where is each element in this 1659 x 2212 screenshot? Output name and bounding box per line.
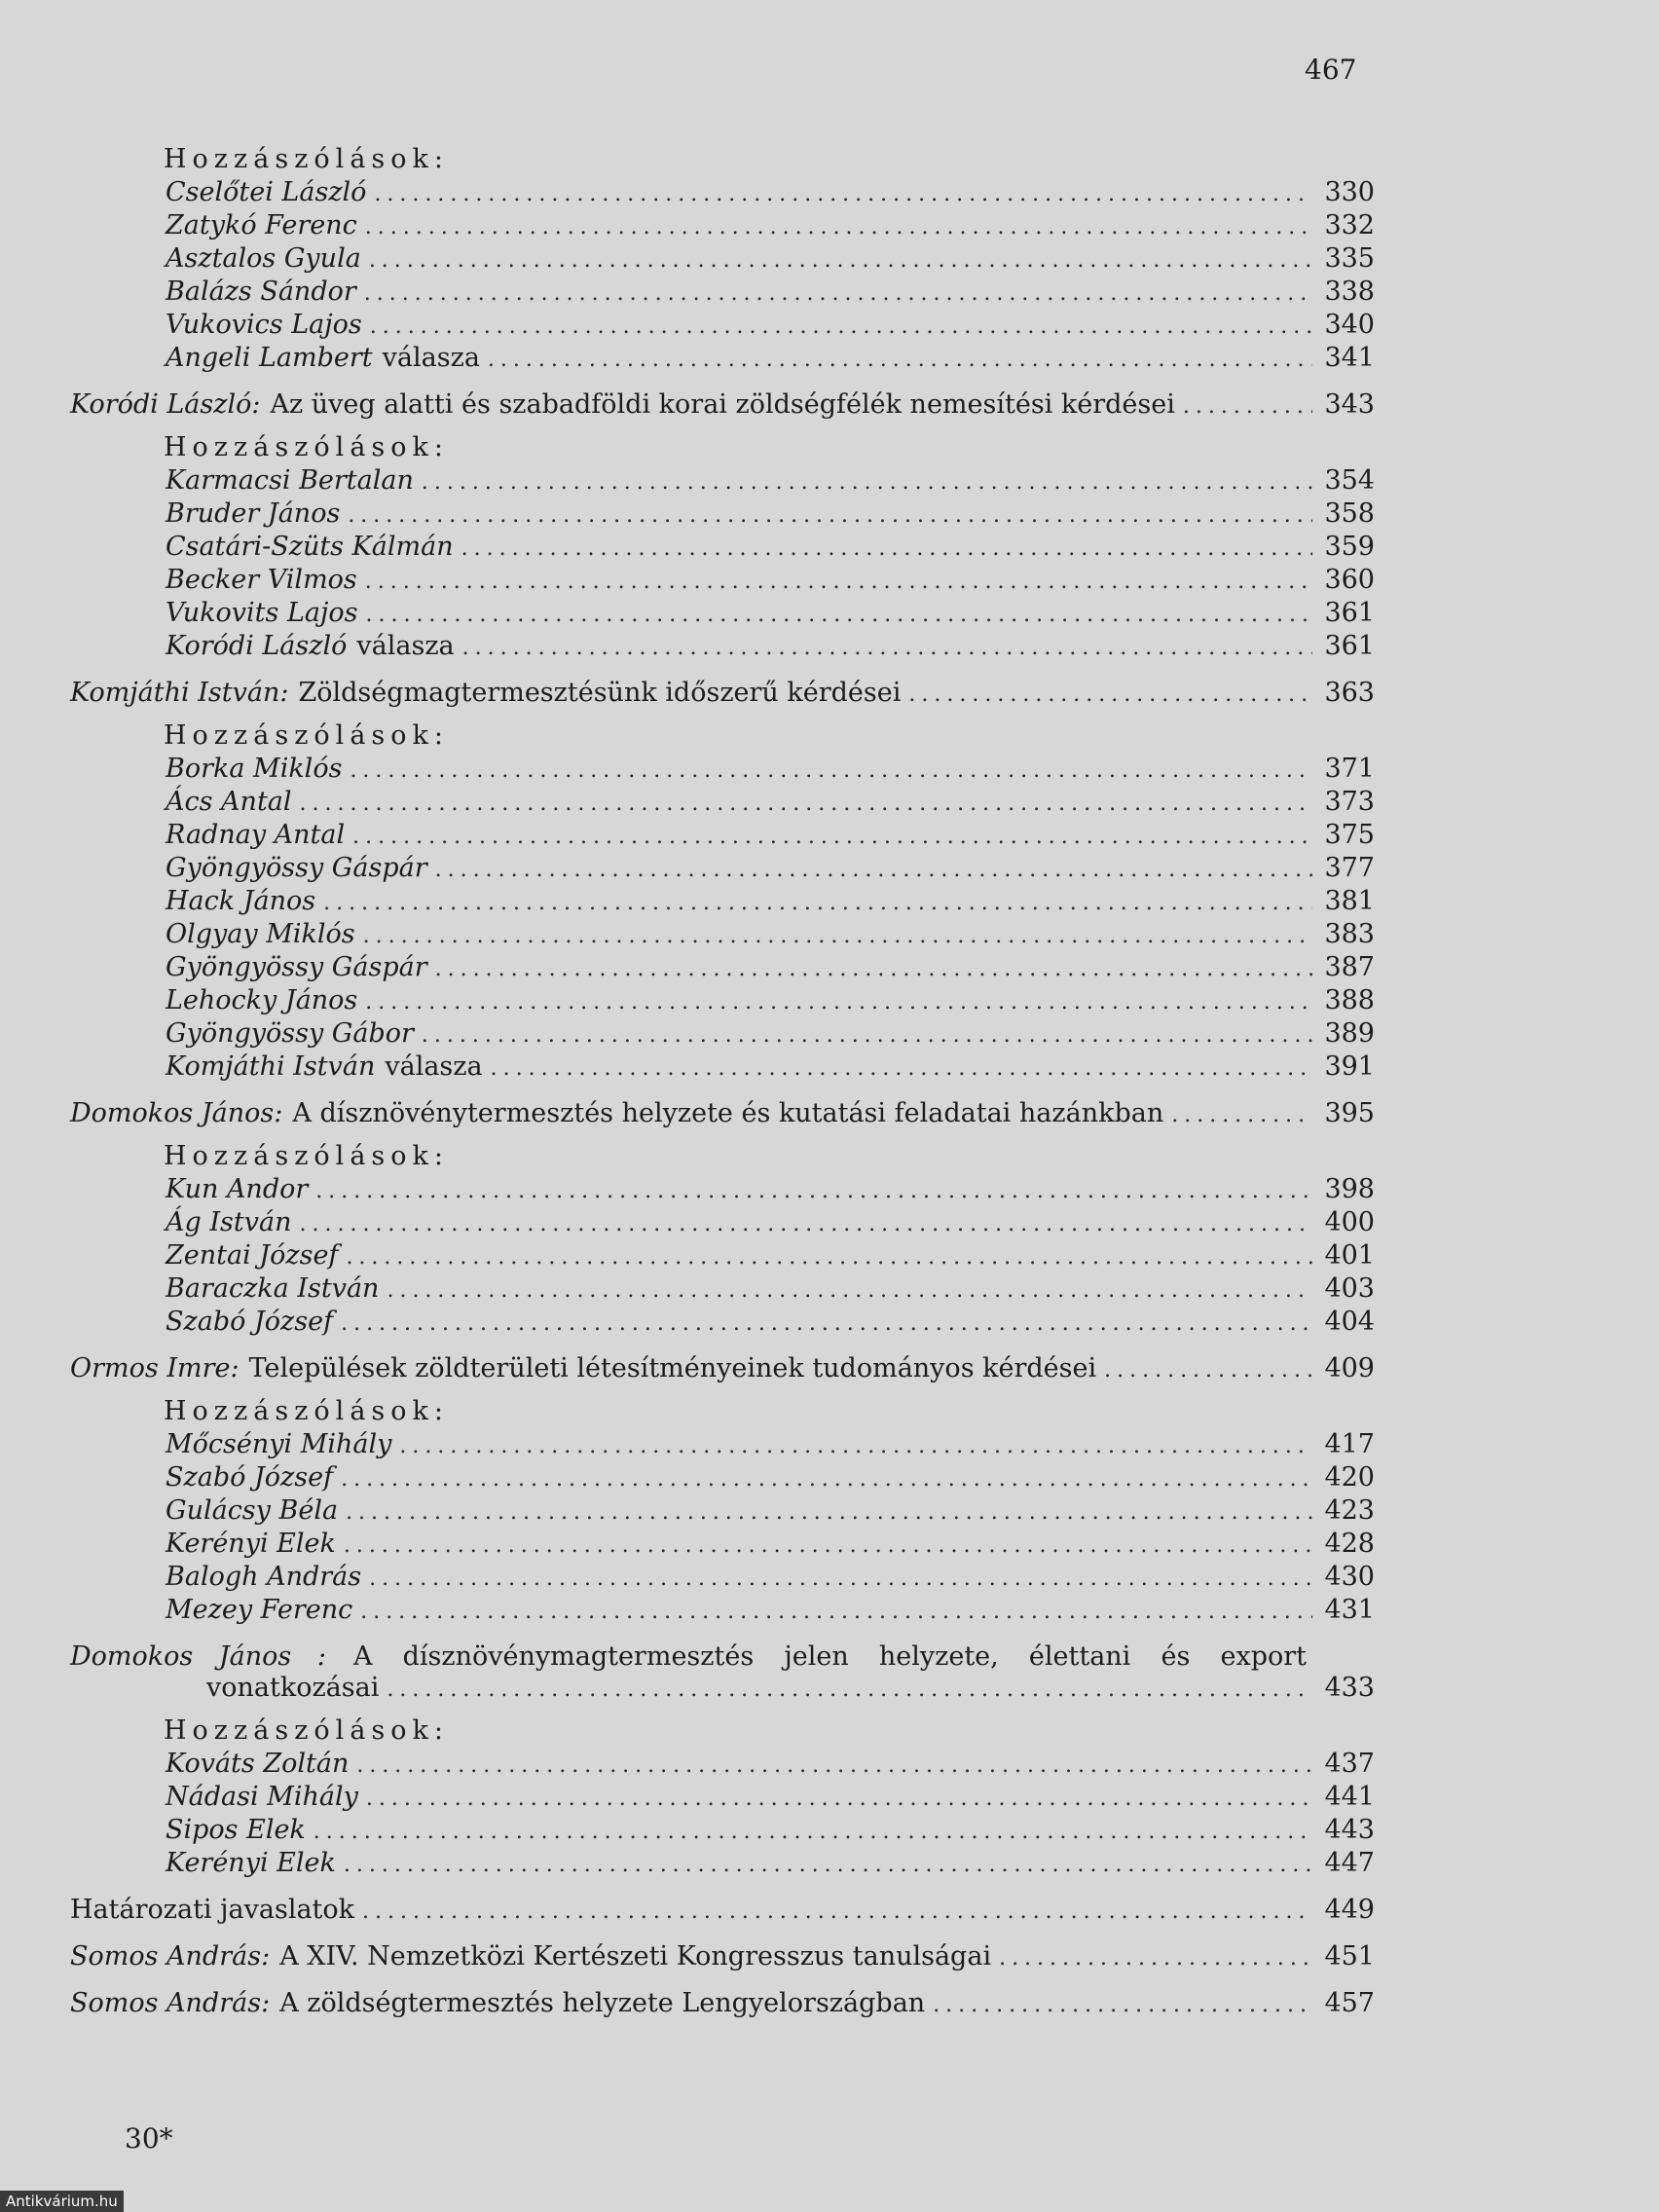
dot-leader bbox=[341, 1464, 1312, 1495]
entry-title: válasza bbox=[385, 1051, 483, 1082]
comment-entry bbox=[70, 243, 1375, 276]
comment-entry bbox=[70, 1174, 1375, 1207]
comment-entry bbox=[70, 985, 1375, 1018]
comment-entry bbox=[70, 1529, 1375, 1562]
entry-page: 377 bbox=[1324, 853, 1375, 883]
dot-leader bbox=[369, 245, 1312, 276]
comment-entry bbox=[70, 787, 1375, 820]
entry-title: A dísznövénytermesztés helyzete és kutatási feladatai hazánkban bbox=[292, 1098, 1164, 1128]
comment-entry bbox=[70, 853, 1375, 886]
entry-author: Becker Vilmos bbox=[166, 565, 357, 595]
entry-author: Ács Antal bbox=[166, 787, 292, 817]
entry-page: 457 bbox=[1324, 1988, 1375, 2018]
dot-leader bbox=[365, 987, 1312, 1018]
entry-page: 354 bbox=[1324, 465, 1375, 496]
page-number: 467 bbox=[1305, 54, 1357, 86]
dot-leader bbox=[908, 680, 1312, 711]
entry-author: Lehocky János bbox=[166, 985, 358, 1015]
dot-leader bbox=[374, 179, 1312, 210]
dot-leader bbox=[999, 1943, 1312, 1974]
entry-page: 373 bbox=[1324, 787, 1375, 817]
entry-line-2 bbox=[70, 1673, 1375, 1706]
dot-leader bbox=[364, 278, 1312, 310]
entry-author: Koródi László bbox=[70, 389, 252, 420]
dot-leader bbox=[1171, 1100, 1312, 1131]
entry-author: Somos András bbox=[70, 1988, 262, 2018]
entry-author: Baraczka István bbox=[166, 1273, 380, 1304]
entry-author: Sipos Elek bbox=[166, 1815, 306, 1845]
entry-page: 338 bbox=[1324, 276, 1375, 307]
entry-author: Domokos János : bbox=[70, 1641, 326, 1672]
entry-page: 423 bbox=[1324, 1495, 1375, 1526]
section-heading: Hozzászólások: bbox=[164, 1396, 449, 1426]
comment-entry bbox=[70, 1307, 1375, 1340]
entry-page: 341 bbox=[1324, 343, 1375, 373]
entry-page: 431 bbox=[1324, 1595, 1375, 1625]
entry-page: 449 bbox=[1324, 1895, 1375, 1925]
section-heading: Hozzászólások: bbox=[164, 1141, 449, 1171]
entry-author: Borka Miklós bbox=[166, 754, 343, 784]
comment-entry bbox=[70, 952, 1375, 985]
comment-entry bbox=[70, 565, 1375, 598]
dot-leader bbox=[488, 345, 1312, 376]
entry-author: Ormos Imre bbox=[70, 1353, 231, 1383]
dot-leader bbox=[350, 756, 1312, 787]
dot-leader bbox=[356, 1751, 1312, 1782]
table-of-contents bbox=[70, 134, 1375, 2025]
entry-title: A dísznövénymagtermesztés jelen helyzete, élettani és export bbox=[352, 1641, 1307, 1672]
main-entry bbox=[70, 678, 1375, 711]
dot-leader bbox=[365, 567, 1312, 598]
comment-entry bbox=[70, 1595, 1375, 1628]
dot-leader bbox=[363, 921, 1312, 952]
comment-entry bbox=[70, 1562, 1375, 1595]
entry-page: 417 bbox=[1324, 1429, 1375, 1459]
comment-entry bbox=[70, 631, 1375, 664]
entry-author: Zentai József bbox=[166, 1240, 339, 1271]
entry-author: Cselőtei László bbox=[166, 177, 367, 207]
comment-entry bbox=[70, 1782, 1375, 1815]
comment-entry bbox=[70, 1273, 1375, 1307]
entry-page: 451 bbox=[1324, 1941, 1375, 1972]
entry-separator: : bbox=[251, 389, 261, 420]
dot-leader bbox=[422, 467, 1312, 498]
entry-page: 383 bbox=[1324, 919, 1375, 949]
entry-page: 381 bbox=[1324, 886, 1375, 916]
entry-title: Határozati javaslatok bbox=[70, 1895, 355, 1925]
entry-author: Angeli Lambert bbox=[166, 343, 373, 373]
entry-title: Zöldségmagtermesztésünk időszerű kérdései bbox=[298, 678, 902, 708]
entry-author: Mezey Ferenc bbox=[166, 1595, 353, 1625]
entry-author: Balogh András bbox=[166, 1562, 362, 1592]
comment-entry bbox=[70, 1749, 1375, 1782]
dot-leader bbox=[299, 1209, 1312, 1240]
comment-entry bbox=[70, 532, 1375, 565]
entry-author: Gulácsy Béla bbox=[166, 1495, 339, 1526]
entry-author: Kováts Zoltán bbox=[166, 1749, 350, 1779]
signature-mark: 30* bbox=[125, 2122, 173, 2155]
entry-page: 443 bbox=[1324, 1815, 1375, 1845]
dot-leader bbox=[1183, 391, 1312, 423]
entry-author: Olgyay Miklós bbox=[166, 919, 355, 949]
main-entry bbox=[70, 1895, 1375, 1928]
dot-leader bbox=[344, 1530, 1312, 1562]
entry-page: 388 bbox=[1324, 985, 1375, 1015]
entry-separator: : bbox=[261, 1941, 271, 1972]
comment-entry bbox=[70, 210, 1375, 243]
entry-author: Komjáthi István bbox=[70, 678, 280, 708]
comment-entry bbox=[70, 343, 1375, 376]
entry-page: 420 bbox=[1324, 1462, 1375, 1493]
comment-entry bbox=[70, 754, 1375, 787]
entry-line-1 bbox=[70, 1641, 1375, 1673]
comment-entry bbox=[70, 919, 1375, 952]
entry-author: Ág István bbox=[166, 1207, 292, 1237]
entry-author: Kun Andor bbox=[166, 1174, 309, 1204]
entry-page: 395 bbox=[1324, 1098, 1375, 1128]
main-entry bbox=[70, 1353, 1375, 1386]
entry-separator: : bbox=[279, 678, 289, 708]
entry-author: Nádasi Mihály bbox=[166, 1782, 358, 1812]
entry-page: 371 bbox=[1324, 754, 1375, 784]
dot-leader bbox=[366, 1784, 1312, 1815]
comment-entry bbox=[70, 498, 1375, 532]
entry-author: Hack János bbox=[166, 886, 316, 916]
entry-author: Karmacsi Bertalan bbox=[166, 465, 414, 496]
main-entry-multiline bbox=[70, 1641, 1375, 1706]
dot-leader bbox=[422, 1020, 1312, 1051]
entry-page: 335 bbox=[1324, 243, 1375, 274]
entry-page: 359 bbox=[1324, 532, 1375, 562]
entry-author: Szabó József bbox=[166, 1462, 334, 1493]
entry-page: 428 bbox=[1324, 1529, 1375, 1559]
dot-leader bbox=[365, 212, 1312, 243]
dot-leader bbox=[313, 1817, 1312, 1848]
section-heading: Hozzászólások: bbox=[164, 432, 449, 462]
entry-author: Zatykó Ferenc bbox=[166, 210, 357, 240]
dot-leader bbox=[360, 1597, 1312, 1628]
entry-title: válasza bbox=[356, 631, 455, 661]
comment-entry bbox=[70, 1429, 1375, 1462]
watermark: Antikvárium.hu bbox=[0, 2191, 124, 2212]
entry-author: Gyöngyössy Gáspár bbox=[166, 853, 427, 883]
section-heading: Hozzászólások: bbox=[164, 1715, 449, 1746]
main-entry bbox=[70, 1941, 1375, 1974]
dot-leader bbox=[461, 534, 1312, 565]
comment-entry bbox=[70, 886, 1375, 919]
entry-page: 361 bbox=[1324, 631, 1375, 661]
entry-author: Bruder János bbox=[166, 498, 341, 529]
comment-entry bbox=[70, 1240, 1375, 1273]
entry-page: 441 bbox=[1324, 1782, 1375, 1812]
entry-page: 409 bbox=[1324, 1353, 1375, 1383]
entry-page: 389 bbox=[1324, 1018, 1375, 1049]
comment-entry bbox=[70, 1815, 1375, 1848]
entry-author: Somos András bbox=[70, 1941, 262, 1972]
comment-entry bbox=[70, 1207, 1375, 1240]
entry-page: 404 bbox=[1324, 1307, 1375, 1337]
comment-entry bbox=[70, 276, 1375, 310]
entry-page: 375 bbox=[1324, 820, 1375, 850]
entry-author: Radnay Antal bbox=[166, 820, 346, 850]
comment-entry bbox=[70, 1051, 1375, 1085]
comment-entry bbox=[70, 1848, 1375, 1881]
dot-leader bbox=[344, 1850, 1312, 1881]
entry-separator: : bbox=[274, 1098, 283, 1128]
entry-author: Mőcsényi Mihály bbox=[166, 1429, 392, 1459]
entry-author: Komjáthi István bbox=[166, 1051, 376, 1082]
entry-title: A zöldségtermesztés helyzete Lengyelországban bbox=[279, 1988, 926, 2018]
entry-page: 387 bbox=[1324, 952, 1375, 982]
dot-leader bbox=[300, 789, 1312, 820]
comment-entry bbox=[70, 598, 1375, 631]
comment-entry bbox=[70, 177, 1375, 210]
entry-author: Koródi László bbox=[166, 631, 348, 661]
comment-entry bbox=[70, 310, 1375, 343]
dot-leader bbox=[462, 633, 1312, 664]
entry-page: 343 bbox=[1324, 389, 1375, 420]
dot-leader bbox=[491, 1053, 1312, 1085]
entry-page: 433 bbox=[1324, 1673, 1375, 1703]
entry-title: Települések zöldterületi létesítményeinek tudományos kérdései bbox=[248, 1353, 1097, 1383]
entry-separator: : bbox=[261, 1988, 271, 2018]
entry-author: Kerényi Elek bbox=[166, 1529, 336, 1559]
dot-leader bbox=[323, 888, 1312, 919]
dot-leader bbox=[365, 600, 1312, 631]
entry-separator: : bbox=[230, 1353, 240, 1383]
dot-leader bbox=[435, 954, 1312, 985]
dot-leader bbox=[341, 1309, 1312, 1340]
entry-author: Szabó József bbox=[166, 1307, 334, 1337]
entry-title: válasza bbox=[382, 343, 480, 373]
dot-leader bbox=[370, 312, 1312, 343]
dot-leader bbox=[933, 1990, 1312, 2021]
entry-page: 340 bbox=[1324, 310, 1375, 340]
entry-author: Vukovits Lajos bbox=[166, 598, 358, 628]
entry-page: 358 bbox=[1324, 498, 1375, 529]
entry-title: Az üveg alatti és szabadföldi korai zöldségfélék nemesítési kérdései bbox=[270, 389, 1175, 420]
dot-leader bbox=[346, 1242, 1312, 1273]
entry-author: Kerényi Elek bbox=[166, 1848, 336, 1878]
dot-leader bbox=[369, 1564, 1312, 1595]
dot-leader bbox=[387, 1675, 1312, 1706]
entry-page: 403 bbox=[1324, 1273, 1375, 1304]
dot-leader bbox=[399, 1431, 1312, 1462]
entry-page: 430 bbox=[1324, 1562, 1375, 1592]
entry-author: Gyöngyössy Gábor bbox=[166, 1018, 414, 1049]
entry-author: Domokos János bbox=[70, 1098, 275, 1128]
dot-leader bbox=[346, 1497, 1312, 1529]
entry-page: 401 bbox=[1324, 1240, 1375, 1271]
main-entry bbox=[70, 1098, 1375, 1131]
entry-author: Balázs Sándor bbox=[166, 276, 356, 307]
dot-leader bbox=[315, 1176, 1312, 1207]
dot-leader bbox=[348, 500, 1312, 532]
entry-author: Vukovics Lajos bbox=[166, 310, 362, 340]
entry-page: 363 bbox=[1324, 678, 1375, 708]
comment-entry bbox=[70, 1462, 1375, 1495]
main-entry bbox=[70, 389, 1375, 423]
entry-title-continued: vonatkozásai bbox=[206, 1673, 380, 1703]
entry-author: Gyöngyössy Gáspár bbox=[166, 952, 427, 982]
section-heading: Hozzászólások: bbox=[164, 720, 449, 751]
entry-page: 398 bbox=[1324, 1174, 1375, 1204]
entry-page: 400 bbox=[1324, 1207, 1375, 1237]
entry-page: 447 bbox=[1324, 1848, 1375, 1878]
dot-leader bbox=[1104, 1355, 1312, 1386]
entry-page: 330 bbox=[1324, 177, 1375, 207]
dot-leader bbox=[362, 1897, 1312, 1928]
entry-page: 360 bbox=[1324, 565, 1375, 595]
entry-page: 361 bbox=[1324, 598, 1375, 628]
dot-leader bbox=[435, 855, 1312, 886]
entry-page: 437 bbox=[1324, 1749, 1375, 1779]
entry-author-name: Domokos János bbox=[70, 1641, 292, 1672]
comment-entry bbox=[70, 1495, 1375, 1529]
entry-title: A XIV. Nemzetközi Kertészeti Kongresszus tanulságai bbox=[279, 1941, 992, 1972]
dot-leader bbox=[387, 1275, 1312, 1307]
comment-entry bbox=[70, 820, 1375, 853]
entry-author: Csatári-Szüts Kálmán bbox=[166, 532, 454, 562]
comment-entry bbox=[70, 1018, 1375, 1051]
dot-leader bbox=[352, 822, 1312, 853]
entry-page: 391 bbox=[1324, 1051, 1375, 1082]
entry-author: Asztalos Gyula bbox=[166, 243, 361, 274]
entry-page: 332 bbox=[1324, 210, 1375, 240]
comment-entry bbox=[70, 465, 1375, 498]
main-entry bbox=[70, 1988, 1375, 2021]
section-heading: Hozzászólások: bbox=[164, 144, 449, 174]
